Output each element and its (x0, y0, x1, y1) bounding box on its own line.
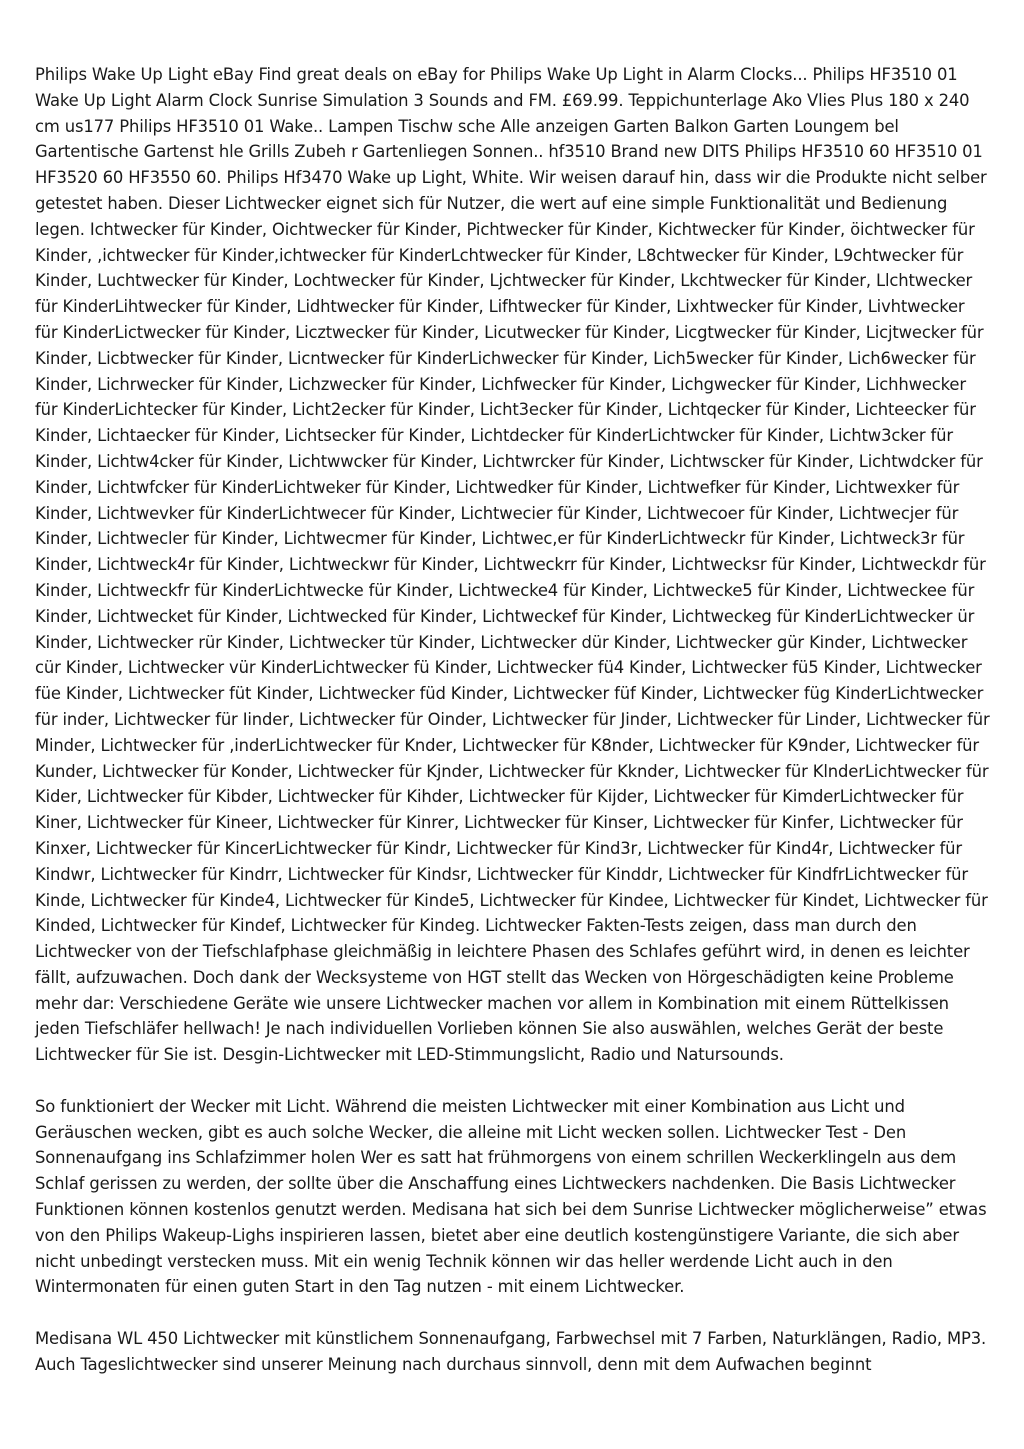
paragraph-2: So funktioniert der Wecker mit Licht. Während die meisten Lichtwecker mit einer Kombination aus Licht und Geräuschen wecken, gibt es auch solche Wecker, die alleine mit Licht wecken sollen. Lichtwecker Test - Den Sonnenaufgang ins Schlafzimmer holen Wer es satt hat frühmorgens von einem schrillen Weckerklingeln aus dem Schlaf gerissen zu werden, der sollte über die Anschaffung eines Lichtweckers nachdenken. Die Basis Lichtwecker Funktionen können kostenlos genutzt werden. Medisana hat sich bei dem Sunrise Lichtwecker möglicherweise” etwas von den Philips Wakeup-Lighs inspirieren lassen, bietet aber eine deutlich kostengünstigere Variante, die sich aber nicht unbedingt verstecken muss. Mit ein wenig Technik können wir das heller werdende Licht auch in den Wintermonaten für einen guten Start in den Tag nutzen - mit einem Lichtwecker. (35, 1096, 987, 1297)
paragraph-1: Philips Wake Up Light eBay Find great deals on eBay for Philips Wake Up Light in Alarm Clocks... Philips HF3510 01 Wake Up Light Alarm Clock Sunrise Simulation 3 Sounds and FM. £69.99. Teppichunterlage Ako Vlies Plus 180 x 240 cm us177 Philips HF3510 01 Wake.. Lampen Tischw sche Alle anzeigen Garten Balkon Garten Loungem bel Gartentische Gartenst hle Grills Zubeh r Gartenliegen Sonnen.. hf3510 Brand new DITS Philips HF3510 60 HF3510 01 HF3520 60 HF3550 60. Philips Hf3470 Wake up Light, White. Wir weisen darauf hin, dass wir die Produkte nicht selber getestet haben. Dieser Lichtwecker eignet sich für Nutzer, die wert auf eine simple Funktionalität und Bedienung legen. Ichtwecker für Kinder, Oichtwecker für Kinder, Pichtwecker für Kinder, Kichtwecker für Kinder, öichtwecker für Kinder, ,ichtwecker für Kinder,ichtwecker für KinderLchtwecker für Kinder, L8chtwecker für Kinder, L9chtwecker für Kinder, Luchtwecker für Kinder, Lochtwecker für Kinder, Ljchtwecker für Kinder, Lkchtwecker für Kinder, Llchtwecker für KinderLihtwecker für Kinder, Lidhtwecker für Kinder, Lifhtwecker für Kinder, Lixhtwecker für Kinder, Livhtwecker für KinderLictwecker für Kinder, Licztwecker für Kinder, Licutwecker für Kinder, Licgtwecker für Kinder, Licjtwecker für Kinder, Licbtwecker für Kinder, Licntwecker für KinderLichwecker für Kinder, Lich5wecker für Kinder, Lich6wecker für Kinder, Lichrwecker für Kinder, Lichzwecker für Kinder, Lichfwecker für Kinder, Lichgwecker für Kinder, Lichhwecker für KinderLichtecker für Kinder, Licht2ecker für Kinder, Licht3ecker für Kinder, Lichtqecker für Kinder, Lichteecker für Kinder, Lichtaecker für Kinder, Lichtsecker für Kinder, Lichtdecker für KinderLichtwcker für Kinder, Lichtw3cker für Kinder, Lichtw4cker für Kinder, Lichtwwcker für Kinder, Lichtwrcker für Kinder, Lichtwscker für Kinder, Lichtwdcker für Kinder, Lichtwfcker für KinderLichtweker für Kinder, Lichtwedker für Kinder, Lichtwefker für Kinder, Lichtwexker für Kinder, Lichtwevker für KinderLichtwecer für Kinder, Lichtwecier für Kinder, Lichtwecoer für Kinder, Lichtwecjer für Kinder, Lichtwecler für Kinder, Lichtwecmer für Kinder, Lichtwec,er für KinderLichtweckr für Kinder, Lichtweck3r für Kinder, Lichtweck4r für Kinder, Lichtweckwr für Kinder, Lichtweckrr für Kinder, Lichtwecksr für Kinder, Lichtweckdr für Kinder, Lichtweckfr für KinderLichtwecke für Kinder, Lichtwecke4 für Kinder, Lichtwecke5 für Kinder, Lichtweckee für Kinder, Lichtwecket für Kinder, Lichtwecked für Kinder, Lichtweckef für Kinder, Lichtweckeg für KinderLichtwecker ür Kinder, Lichtwecker rür Kinder, Lichtwecker tür Kinder, Lichtwecker dür Kinder, Lichtwecker gür Kinder, Lichtwecker cür Kinder, Lichtwecker vür KinderLichtwecker fü Kinder, Lichtwecker fü4 Kinder, Lichtwecker fü5 Kinder, Lichtwecker füe Kinder, Lichtwecker füt Kinder, Lichtwecker füd Kinder, Lichtwecker füf Kinder, Lichtwecker füg KinderLichtwecker für inder, Lichtwecker für Iinder, Lichtwecker für Oinder, Lichtwecker für Jinder, Lichtwecker für Linder, Lichtwecker für Minder, Lichtwecker für ,inderLichtwecker für Knder, Lichtwecker für K8nder, Lichtwecker für K9nder, Lichtwecker für Kunder, Lichtwecker für Konder, Lichtwecker für Kjnder, Lichtwecker für Kknder, Lichtwecker für KlnderLichtwecker für Kider, Lichtwecker für Kibder, Lichtwecker für Kihder, Lichtwecker für Kijder, Lichtwecker für KimderLichtwecker für Kiner, Lichtwecker für Kineer, Lichtwecker für Kinrer, Lichtwecker für Kinser, Lichtwecker für Kinfer, Lichtwecker für Kinxer, Lichtwecker für KincerLichtwecker für Kindr, Lichtwecker für Kind3r, Lichtwecker für Kind4r, Lichtwecker für Kindwr, Lichtwecker für Kindrr, Lichtwecker für Kindsr, Lichtwecker für Kinddr, Lichtwecker für KindfrLichtwecker für Kinde, Lichtwecker für Kinde4, Lichtwecker für Kinde5, Lichtwecker für Kindee, Lichtwecker für Kindet, Lichtwecker für Kinded, Lichtwecker für Kindef, Lichtwecker für Kindeg. Lichtwecker Fakten-Tests zeigen, dass man durch den Lichtwecker von der Tiefschlafphase gleichmäßig in leichtere Phasen des Schlafes geführt wird, in denen es leichter fällt, aufzuwachen. Doch dank der Wecksysteme von HGT stellt das Wecken von Hörgeschädigten keine Probleme mehr dar: Verschiedene Geräte wie unsere Lichtwecker machen vor allem in Kombination mit einem Rüttelkissen jeden Tiefschläfer hellwach! Je nach individuellen Vorlieben können Sie also auswählen, welches Gerät der beste Lichtwecker für Sie ist. Desgin-Lichtwecker mit LED-Stimmungslicht, Radio und Natursounds. (35, 65, 990, 1065)
paragraph-3: Medisana WL 450 Lichtwecker mit künstlichem Sonnenaufgang, Farbwechsel mit 7 Farben, Naturklängen, Radio, MP3. Auch Tageslichtwecker sind unserer Meinung nach durchaus sinnvoll, denn mit dem Aufwachen beginnt (35, 1329, 987, 1374)
document-body (35, 62, 991, 1403)
